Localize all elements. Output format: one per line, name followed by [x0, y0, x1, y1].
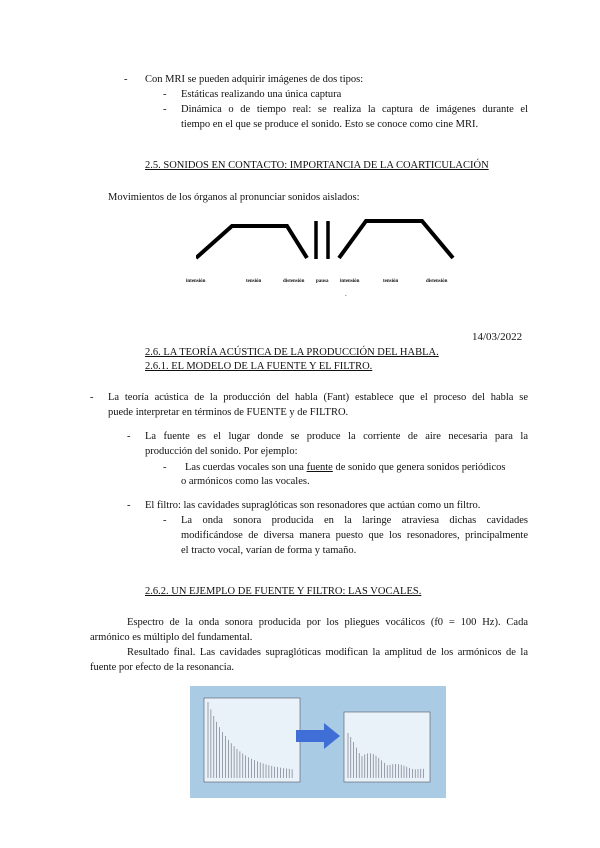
mri-sub1: Estáticas realizando una única captura	[181, 89, 342, 100]
paragraph: Movimientos de los órganos al pronunciar sonidos aislados:	[108, 192, 360, 203]
bullet-dash: -	[127, 500, 131, 511]
paragraph-line: El filtro: las cavidades supraglóticas son resonadores que actúan como un filtro.	[145, 500, 481, 511]
sub-dash: -	[163, 515, 167, 526]
underlined-word: fuente	[306, 462, 333, 473]
bullet-dash: -	[127, 431, 131, 442]
sub-dash: -	[163, 462, 167, 473]
text-run: Las cuerdas vocales son una	[185, 462, 307, 473]
section-heading: 2.5. SONIDOS EN CONTACTO: IMPORTANCIA DE LA COARTICULACIÓN	[145, 160, 489, 171]
bullet-dash: -	[90, 392, 94, 403]
articulation-diagram	[196, 215, 466, 260]
text-run: de sonido que genera sonidos periódicos	[332, 462, 506, 473]
phase-label: tensión	[383, 279, 399, 284]
date-label: 14/03/2022	[472, 331, 523, 343]
paragraph-line: armónico es múltiplo del fundamental.	[90, 632, 253, 643]
bullet-dash: -	[124, 74, 128, 85]
spectra-photo	[190, 686, 446, 798]
phase-label: tensión	[246, 279, 262, 284]
subsection-heading: 2.6.1. EL MODELO DE LA FUENTE Y EL FILTRO.	[145, 361, 373, 372]
source-spectrum-panel	[204, 698, 300, 782]
paragraph-line: fuente por efecto de la resonancia.	[90, 662, 235, 673]
sub-dash: -	[163, 89, 167, 100]
paragraph-line	[185, 460, 505, 475]
section-heading: 2.6. LA TEORÍA ACÚSTICA DE LA PRODUCCIÓN DEL HABLA.	[145, 347, 439, 358]
paragraph-line: el tracto vocal, varían de forma y tamaño.	[181, 545, 357, 556]
phase-label: intensión	[186, 279, 206, 284]
spectra-illustration	[190, 686, 446, 798]
stray-dot: .	[345, 290, 347, 298]
paragraph-line: La fuente es el lugar donde se produce la corriente de aire necesaria para la	[145, 431, 528, 442]
mri-sub2-line2: tiempo en el que se produce el sonido. Esto se conoce como cine MRI.	[181, 119, 479, 130]
sound-trajectory-1	[196, 226, 307, 258]
mri-sub2-line1: Dinámica o de tiempo real: se realiza la captura de imágenes durante el	[181, 104, 528, 115]
paragraph-line: producción del sonido. Por ejemplo:	[145, 446, 298, 457]
sound-trajectory-2	[339, 221, 453, 258]
phase-label: distensión	[283, 279, 305, 284]
paragraph-line: Resultado final. Las cavidades supraglóticas modifican la amplitud de los armónicos de la	[127, 647, 528, 658]
phase-label: intensión	[340, 279, 360, 284]
subsection-heading: 2.6.2. UN EJEMPLO DE FUENTE Y FILTRO: LAS VOCALES.	[145, 586, 422, 597]
sub-dash: -	[163, 104, 167, 115]
paragraph-line: o armónicos como las vocales.	[181, 476, 310, 487]
paragraph-line: puede interpretar en términos de FUENTE y de FILTRO.	[108, 407, 349, 418]
paragraph-line: modificándose de diversa manera puesto que los resonadores, principalmente	[181, 530, 528, 541]
mri-bullet: Con MRI se pueden adquirir imágenes de dos tipos:	[145, 74, 364, 85]
paragraph-line: Espectro de la onda sonora producida por los pliegues vocálicos (f0 = 100 Hz). Cada	[127, 617, 528, 628]
phase-label: distensión	[426, 279, 448, 284]
paragraph-line: La onda sonora producida en la laringe atraviesa dichas cavidades	[181, 515, 528, 526]
paragraph-line: La teoría acústica de la producción del habla (Fant) establece que el proceso del habla se	[108, 392, 528, 403]
phase-label: pausa	[316, 279, 329, 284]
